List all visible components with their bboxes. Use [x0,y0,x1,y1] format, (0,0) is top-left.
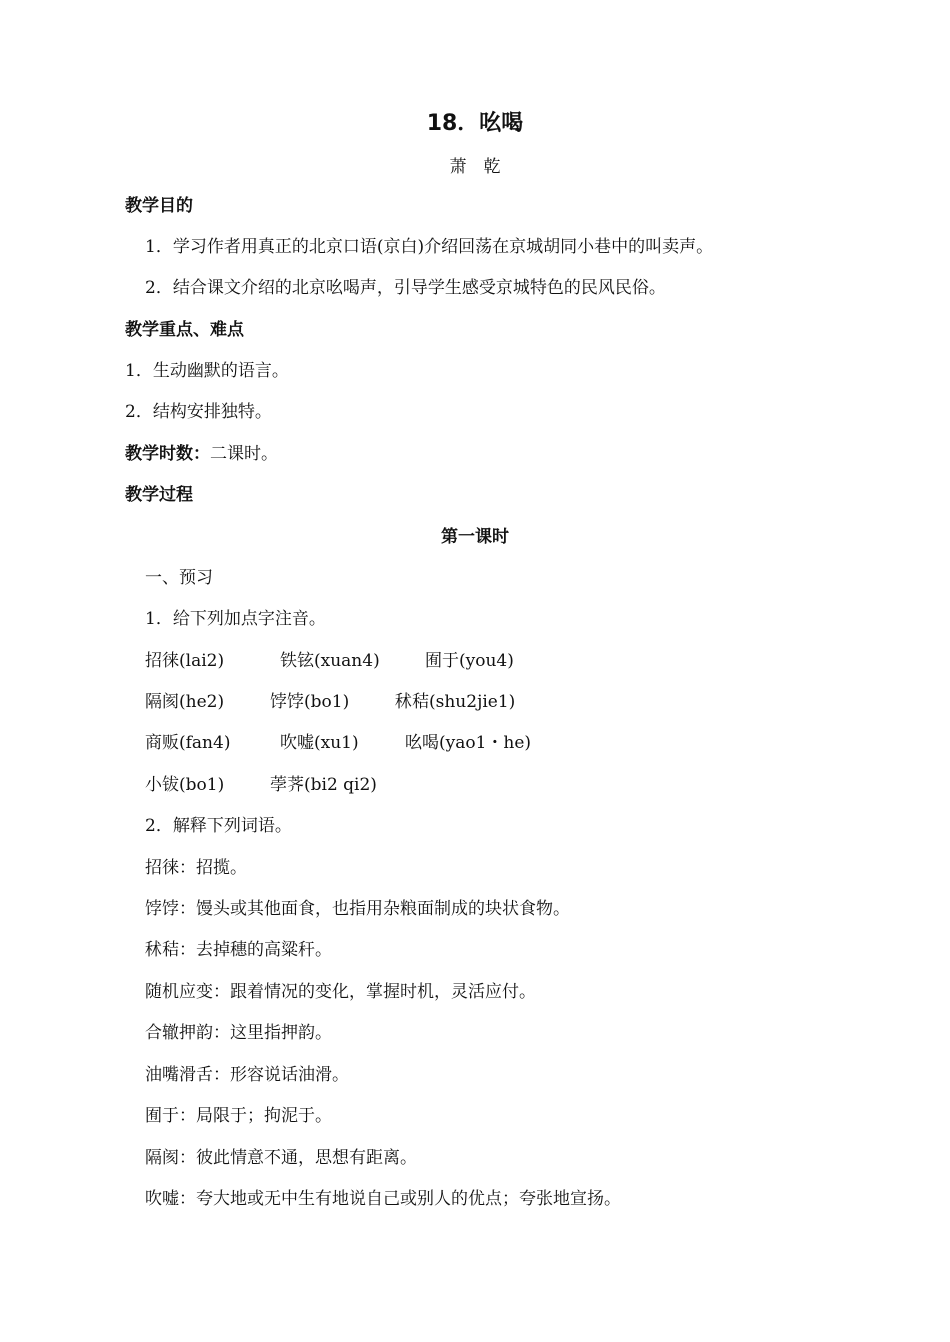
key-point-item: 1．生动幽默的语言。 [125,361,289,381]
pinyin-item: 秫秸(shu2jie1) [395,692,516,712]
pinyin-item: 铁铉(xuan4) [280,651,380,671]
author-name: 萧 乾 [449,157,501,177]
pinyin-item: 商贩(fan4) [145,733,231,753]
document-title: 18．吆喝 [426,111,524,136]
pinyin-item: 吆喝(yao1・he) [405,733,532,753]
definition-item: 合辙押韵：这里指押韵。 [145,1023,332,1043]
pinyin-row [145,731,531,755]
pinyin-row [145,773,377,797]
pinyin-item: 饽饽(bo1) [270,692,350,712]
process-heading: 教学过程 [125,485,193,505]
teaching-hours-label: 教学时数： [125,444,210,464]
definition-item: 随机应变：跟着情况的变化，掌握时机，灵活应付。 [145,982,536,1002]
definition-item: 隔阂：彼此情意不通，思想有距离。 [145,1148,417,1168]
pinyin-row [145,690,515,714]
objective-item: 1．学习作者用真正的北京口语(京白)介绍回荡在京城胡同小巷中的叫卖声。 [145,237,714,257]
key-points-heading: 教学重点、难点 [125,320,244,340]
lesson-heading: 第一课时 [441,527,509,547]
teaching-hours [125,442,278,466]
objective-item: 2．结合课文介绍的北京吆喝声，引导学生感受京城特色的民风民俗。 [145,278,666,298]
pinyin-item: 隔阂(he2) [145,692,225,712]
definition-item: 吹嘘：夸大地或无中生有地说自己或别人的优点；夸张地宣扬。 [145,1189,621,1209]
definition-item: 招徕：招揽。 [145,858,247,878]
objectives-heading: 教学目的 [125,196,193,216]
definition-item: 油嘴滑舌：形容说话油滑。 [145,1065,349,1085]
definition-item: 饽饽：馒头或其他面食，也指用杂粮面制成的块状食物。 [145,899,570,919]
question-1: 1．给下列加点字注音。 [145,609,326,629]
section-heading: 一、预习 [145,568,213,588]
teaching-hours-value: 二课时。 [210,444,278,464]
pinyin-item: 囿于(you4) [425,651,514,671]
pinyin-item: 小钹(bo1) [145,775,225,795]
pinyin-row [145,649,514,673]
pinyin-item: 招徕(lai2) [145,651,225,671]
pinyin-item: 荸荠(bi2 qi2) [270,775,377,795]
definition-item: 秫秸：去掉穗的高粱秆。 [145,940,332,960]
definition-item: 囿于：局限于；拘泥于。 [145,1106,332,1126]
pinyin-item: 吹嘘(xu1) [280,733,359,753]
question-2: 2．解释下列词语。 [145,816,292,836]
key-point-item: 2．结构安排独特。 [125,402,272,422]
